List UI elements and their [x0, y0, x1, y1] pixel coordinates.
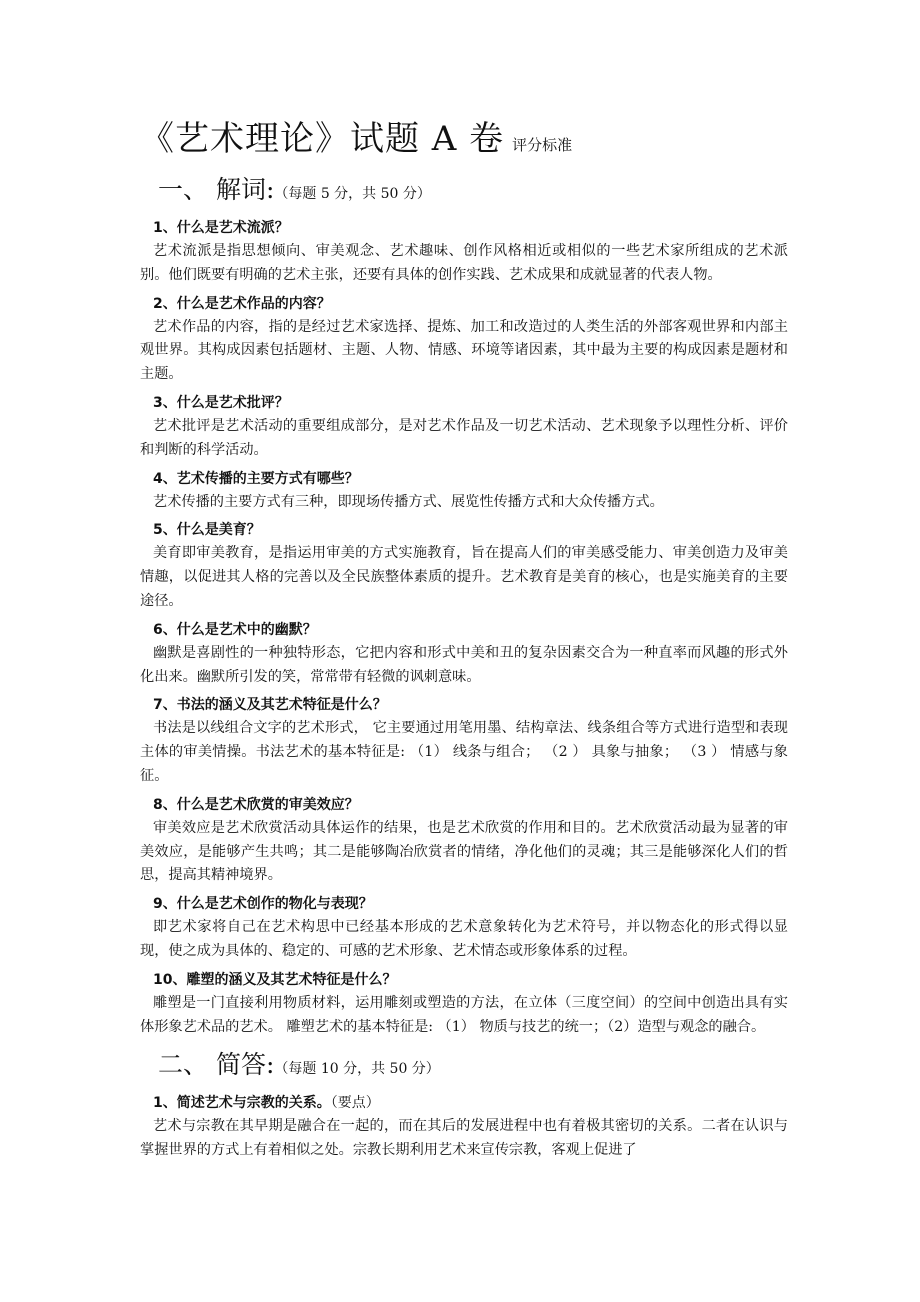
question-title: 6、什么是艺术中的幽默？ — [153, 621, 317, 638]
question-answer: 艺术与宗教在其早期是融合在一起的，而在其后的发展进程中也有着极其密切的关系。二者在认识与掌握世界的方式上有着相似之处。宗教长期利用艺术来宣传宗教，客观上促进了 — [140, 1118, 788, 1159]
question-item — [140, 216, 788, 288]
question-answer: 书法是以线组合文字的艺术形式， 它主要通过用笔用墨、结构章法、线条组合等方式进行造型和表现主体的审美情操。书法艺术的基本特征是: （1） 线条与组合； （2 ） 具象与抽象； （3 ） 情感与象征。 — [140, 720, 788, 784]
question-item — [140, 618, 788, 690]
document-page — [140, 118, 788, 1163]
question-item — [140, 391, 788, 463]
question-item — [140, 467, 788, 515]
question-answer: 艺术批评是艺术活动的重要组成部分，是对艺术作品及一切艺术活动、艺术现象予以理性分析、评价和判断的科学活动。 — [140, 417, 788, 458]
question-item — [140, 1091, 788, 1163]
question-item — [140, 968, 788, 1040]
question-title: 3、什么是艺术批评？ — [153, 394, 289, 411]
question-title-text: 1、简述艺术与宗教的关系。 — [153, 1095, 331, 1112]
document-title — [140, 118, 788, 166]
question-title: 1、什么是艺术流派？ — [153, 220, 289, 236]
question-answer: 即艺术家将自己在艺术构思中已经基本形成的艺术意象转化为艺术符号，并以物态化的形式得以显现，使之成为具体的、稳定的、可感的艺术形象、艺术情态或形象体系的过程。 — [140, 919, 788, 959]
question-title: 9、什么是艺术创作的物化与表现？ — [153, 896, 373, 913]
question-item — [140, 793, 788, 888]
question-item — [140, 518, 788, 613]
document-title-text: 《艺术理论》试题 A 卷 — [140, 119, 505, 159]
question-title: 10、雕塑的涵义及其艺术特征是什么？ — [153, 971, 397, 988]
question-title: 7、书法的涵义及其艺术特征是什么？ — [153, 697, 387, 714]
question-answer: 美育即审美教育，是指运用审美的方式实施教育，旨在提高人们的审美感受能力、审美创造力及审美情趣，以促进其人格的完善以及全民族整体素质的提升。艺术教育是美育的核心，也是实施美育的主要途径。 — [140, 545, 788, 609]
question-item — [140, 693, 788, 788]
question-answer: 艺术传播的主要方式有三种，即现场传播方式、展览性传播方式和大众传播方式。 — [153, 493, 664, 510]
section-2-note: （每题 10 分，共 50 分） — [274, 1061, 440, 1078]
question-answer: 雕塑是一门直接利用物质材料，运用雕刻或塑造的方法，在立体（三度空间）的空间中创造出具有实体形象艺术品的艺术。 雕塑艺术的基本特征是: （1） 物质与技艺的统一；（2）造型与观念的融合。 — [140, 994, 788, 1035]
question-title — [140, 1091, 788, 1115]
question-item — [140, 292, 788, 387]
question-answer: 审美效应是艺术欣赏活动具体运作的结果，也是艺术欣赏的作用和目的。艺术欣赏活动最为显著的审美效应，是能够产生共鸣；其二是能够陶冶欣赏者的情绪，净化他们的灵魂；其三是能够深化人们的哲思，提高其精神境界。 — [140, 819, 788, 884]
section-1-title: 一、 解词: — [158, 175, 275, 204]
document-subtitle: 评分标准 — [512, 136, 573, 154]
question-title: 5、什么是美育？ — [153, 522, 261, 539]
question-answer: 幽默是喜剧性的一种独特形态，它把内容和形式中美和丑的复杂因素交合为一种直率而风趣的形式外化出来。幽默所引发的笑，常常带有轻微的讽刺意味。 — [140, 644, 788, 685]
section-1-questions — [140, 216, 788, 1039]
question-title: 8、什么是艺术欣赏的审美效应？ — [153, 796, 359, 813]
section-1-heading — [158, 172, 788, 212]
question-answer: 艺术流派是指思想倾向、审美观念、艺术趣味、创作风格相近或相似的一些艺术家所组成的艺术派别。他们既要有明确的艺术主张，还要有具体的创作实践、艺术成果和成就显著的代表人物。 — [140, 243, 788, 283]
section-1-note: （每题 5 分，共 50 分） — [274, 186, 431, 202]
question-title: 2、什么是艺术作品的内容？ — [153, 295, 331, 312]
question-title: 4、艺术传播的主要方式有哪些？ — [153, 470, 359, 487]
section-2-title: 二、 简答: — [158, 1050, 275, 1080]
section-2-heading — [158, 1047, 788, 1087]
question-item — [140, 892, 788, 964]
section-2-questions — [140, 1091, 788, 1163]
question-answer: 艺术作品的内容，指的是经过艺术家选择、提炼、加工和改造过的人类生活的外部客观世界和内部主观世界。其构成因素包括题材、主题、人物、情感、环境等诸因素，其中最为主要的构成因素是题材和主题。 — [140, 318, 788, 383]
question-title-note: （要点） — [330, 1095, 380, 1112]
